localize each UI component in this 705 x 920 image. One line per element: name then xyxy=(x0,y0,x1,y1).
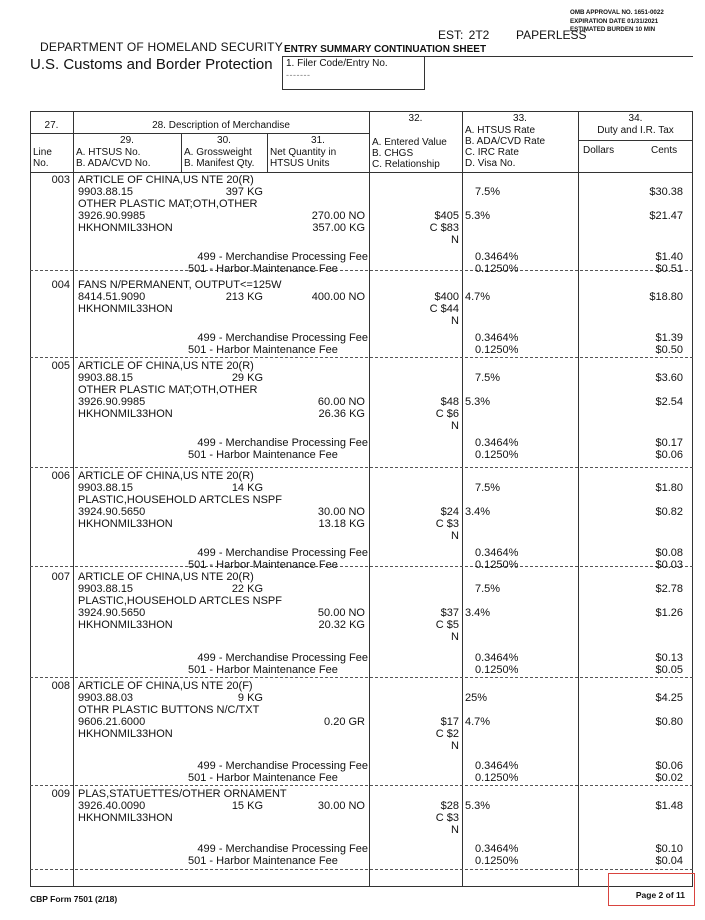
description: FANS N/PERMANENT, OUTPUT<=125W xyxy=(78,279,282,291)
grossweight: 29 KG xyxy=(231,372,263,384)
line-number: 004 xyxy=(51,279,70,291)
entered-value: $405 xyxy=(434,210,459,222)
omb-number: OMB APPROVAL NO. 1651-0022 xyxy=(570,9,664,16)
charges: C $5 xyxy=(435,619,459,631)
mpf-amount: $1.39 xyxy=(655,332,683,344)
htsus-rate: 7.5% xyxy=(475,186,501,198)
mpf-rate: 0.3464% xyxy=(475,332,519,344)
col-30a: A. Grossweight xyxy=(184,147,252,158)
htsus-number: 9903.88.15 xyxy=(78,482,134,494)
relationship: N xyxy=(451,234,459,246)
grossweight: 213 KG xyxy=(225,291,263,303)
col-30-number: 30. xyxy=(217,135,231,146)
charges: C $3 xyxy=(435,518,459,530)
entered-value: $400 xyxy=(434,291,459,303)
mpf-amount: $0.13 xyxy=(655,652,683,664)
hmf-rate: 0.1250% xyxy=(475,855,519,867)
htsus-number: 3924.90.5650 xyxy=(78,506,146,518)
col-34-dollars: Dollars xyxy=(583,145,615,156)
col-32-number: 32. xyxy=(408,113,423,124)
row-separator xyxy=(30,677,693,678)
col-31-header xyxy=(270,147,336,169)
net-quantity: 30.00 NO xyxy=(317,800,365,812)
hmf-rate: 0.1250% xyxy=(475,559,519,571)
mpf-rate: 0.3464% xyxy=(475,547,519,559)
col-34-number: 34. xyxy=(628,113,643,124)
htsus-number: 9903.88.15 xyxy=(78,583,134,595)
charges: C $6 xyxy=(435,408,459,420)
mpf-rate: 0.3464% xyxy=(475,251,519,263)
department-name: DEPARTMENT OF HOMELAND SECURITY xyxy=(40,40,283,54)
mpf-label: 499 - Merchandise Processing Fee xyxy=(197,251,368,263)
est-label: EST: 2T2 xyxy=(438,28,490,42)
form-number: CBP Form 7501 (2/18) xyxy=(30,894,118,904)
hmf-rate: 0.1250% xyxy=(475,449,519,461)
manufacturer-id: HKHONMIL33HON xyxy=(78,619,173,631)
hmf-amount: $0.02 xyxy=(655,772,683,784)
net-quantity-kg: 357.00 KG xyxy=(312,222,365,234)
net-quantity: 50.00 NO xyxy=(317,607,365,619)
manufacturer-id: HKHONMIL33HON xyxy=(78,408,173,420)
net-quantity-kg: 26.36 KG xyxy=(318,408,365,420)
col-34-header: Duty and I.R. Tax xyxy=(597,125,674,136)
col-30-header xyxy=(184,147,254,169)
line-header-a: Line xyxy=(33,147,52,158)
mpf-rate: 0.3464% xyxy=(475,843,519,855)
line-no-header xyxy=(33,147,52,169)
grossweight: 22 KG xyxy=(231,583,263,595)
duty-amount: $1.26 xyxy=(655,607,683,619)
col-29-header xyxy=(76,147,150,169)
htsus-number: 9606.21.6000 xyxy=(78,716,146,728)
hmf-amount: $0.50 xyxy=(655,344,683,356)
col-27-header: 27. xyxy=(44,120,59,131)
grossweight: 14 KG xyxy=(231,482,263,494)
htsus-rate: 25% xyxy=(465,692,488,704)
htsus-number: 3926.40.0090 xyxy=(78,800,146,812)
header-subrule xyxy=(30,133,369,134)
hmf-label: 501 - Harbor Maintenance Fee xyxy=(188,449,338,461)
paperless-label: PAPERLESS xyxy=(516,28,587,42)
duty-amount: $4.25 xyxy=(655,692,683,704)
description-2: PLASTIC,HOUSEHOLD ARTCLES NSPF xyxy=(78,494,282,506)
sheet-title: ENTRY SUMMARY CONTINUATION SHEET xyxy=(284,44,487,55)
col-33-number: 33. xyxy=(513,113,527,124)
col-29-number: 29. xyxy=(120,135,134,146)
row-separator xyxy=(30,467,693,468)
duty-amount: $18.80 xyxy=(649,291,683,303)
grossweight: 9 KG xyxy=(237,692,263,704)
col-31a: Net Quantity in xyxy=(270,147,337,158)
description: ARTICLE OF CHINA,US NTE 20(R) xyxy=(78,360,254,372)
entered-value: $17 xyxy=(440,716,459,728)
entered-value: $48 xyxy=(440,396,459,408)
manufacturer-id: HKHONMIL33HON xyxy=(78,518,173,530)
hmf-amount: $0.03 xyxy=(655,559,683,571)
relationship: N xyxy=(451,740,459,752)
htsus-rate: 5.3% xyxy=(465,800,491,812)
entered-value: $37 xyxy=(440,607,459,619)
line-number: 006 xyxy=(51,470,70,482)
mpf-amount: $1.40 xyxy=(655,251,683,263)
duty-amount: $0.80 xyxy=(655,716,683,728)
hmf-amount: $0.04 xyxy=(655,855,683,867)
col-33b: B. ADA/CVD Rate xyxy=(465,136,546,147)
hmf-amount: $0.06 xyxy=(655,449,683,461)
manufacturer-id: HKHONMIL33HON xyxy=(78,728,173,740)
duty-amount: $1.80 xyxy=(655,482,683,494)
line-number: 003 xyxy=(51,174,70,186)
htsus-rate: 7.5% xyxy=(475,583,501,595)
net-quantity: 30.00 NO xyxy=(317,506,365,518)
duty-amount: $3.60 xyxy=(655,372,683,384)
entered-value: $24 xyxy=(440,506,459,518)
relationship: N xyxy=(451,631,459,643)
duty-amount: $30.38 xyxy=(649,186,683,198)
net-quantity: 270.00 NO xyxy=(311,210,365,222)
mpf-rate: 0.3464% xyxy=(475,652,519,664)
col-31-number: 31. xyxy=(311,135,325,146)
manufacturer-id: HKHONMIL33HON xyxy=(78,222,173,234)
duty-subrule xyxy=(578,140,693,141)
col-32c: C. Relationship xyxy=(372,159,440,170)
col-30b: B. Manifest Qty. xyxy=(184,158,255,169)
description: ARTICLE OF CHINA,US NTE 20(R) xyxy=(78,470,254,482)
charges: C $3 xyxy=(435,812,459,824)
htsus-number: 9903.88.15 xyxy=(78,372,134,384)
mpf-label: 499 - Merchandise Processing Fee xyxy=(197,843,368,855)
hmf-label: 501 - Harbor Maintenance Fee xyxy=(188,344,338,356)
mpf-amount: $0.10 xyxy=(655,843,683,855)
hmf-rate: 0.1250% xyxy=(475,664,519,676)
est-code xyxy=(438,28,587,42)
col-33-header xyxy=(465,125,545,169)
hmf-label: 501 - Harbor Maintenance Fee xyxy=(188,263,338,275)
page-number: Page 2 of 11 xyxy=(635,890,685,900)
hmf-amount: $0.51 xyxy=(655,263,683,275)
row-separator xyxy=(30,869,693,870)
htsus-rate: 5.3% xyxy=(465,396,491,408)
col-32b: B. CHGS xyxy=(372,148,414,159)
mpf-label: 499 - Merchandise Processing Fee xyxy=(197,547,368,559)
htsus-number: 3924.90.5650 xyxy=(78,607,146,619)
mpf-label: 499 - Merchandise Processing Fee xyxy=(197,332,368,344)
description: ARTICLE OF CHINA,US NTE 20(R) xyxy=(78,571,254,583)
omb-burden: ESTIMATED BURDEN 10 MIN xyxy=(570,26,656,33)
htsus-number: 9903.88.03 xyxy=(78,692,134,704)
duty-amount: $1.48 xyxy=(655,800,683,812)
header-bottom-rule xyxy=(30,172,693,173)
net-quantity-kg: 13.18 KG xyxy=(318,518,365,530)
col-28-header: 28. Description of Merchandise xyxy=(152,120,290,131)
hmf-label: 501 - Harbor Maintenance Fee xyxy=(188,664,338,676)
htsus-number: 3926.90.9985 xyxy=(78,210,146,222)
col-divider-34 xyxy=(578,111,579,887)
filer-code-value: - - - - - - - xyxy=(286,70,309,80)
relationship: N xyxy=(451,530,459,542)
grossweight: 397 KG xyxy=(225,186,263,198)
col-33c: C. IRC Rate xyxy=(465,147,519,158)
description-2: OTHR PLASTIC BUTTONS N/C/TXT xyxy=(78,704,260,716)
description: ARTICLE OF CHINA,US NTE 20(R) xyxy=(78,174,254,186)
row-separator xyxy=(30,357,693,358)
mpf-amount: $0.08 xyxy=(655,547,683,559)
filer-code-label: 1. Filer Code/Entry No. xyxy=(286,58,388,69)
line-number: 008 xyxy=(51,680,70,692)
htsus-number: 3926.90.9985 xyxy=(78,396,146,408)
htsus-rate: 5.3% xyxy=(465,210,491,222)
duty-amount: $21.47 xyxy=(649,210,683,222)
hmf-label: 501 - Harbor Maintenance Fee xyxy=(188,855,338,867)
col-31b: HTSUS Units xyxy=(270,158,330,169)
charges: C $44 xyxy=(429,303,459,315)
col-32a: A. Entered Value xyxy=(372,137,447,148)
duty-amount: $2.54 xyxy=(655,396,683,408)
entered-value: $28 xyxy=(440,800,459,812)
line-header-b: No. xyxy=(33,158,49,169)
htsus-rate: 3.4% xyxy=(465,506,491,518)
hmf-rate: 0.1250% xyxy=(475,772,519,784)
relationship: N xyxy=(451,315,459,327)
mpf-rate: 0.3464% xyxy=(475,437,519,449)
hmf-label: 501 - Harbor Maintenance Fee xyxy=(188,559,338,571)
charges: C $2 xyxy=(435,728,459,740)
description: PLAS,STATUETTES/OTHER ORNAMENT xyxy=(78,788,287,800)
htsus-number: 8414.51.9090 xyxy=(78,291,146,303)
relationship: N xyxy=(451,420,459,432)
line-number: 009 xyxy=(51,788,70,800)
agency-name: U.S. Customs and Border Protection xyxy=(30,56,273,73)
net-quantity-kg: 20.32 KG xyxy=(318,619,365,631)
mpf-label: 499 - Merchandise Processing Fee xyxy=(197,437,368,449)
htsus-rate: 4.7% xyxy=(465,716,491,728)
hmf-amount: $0.05 xyxy=(655,664,683,676)
mpf-label: 499 - Merchandise Processing Fee xyxy=(197,652,368,664)
duty-amount: $0.82 xyxy=(655,506,683,518)
description: ARTICLE OF CHINA,US NTE 20(F) xyxy=(78,680,253,692)
col-divider-33 xyxy=(462,111,463,887)
col-33a: A. HTSUS Rate xyxy=(465,125,536,136)
col-divider-line xyxy=(73,111,74,887)
htsus-rate: 3.4% xyxy=(465,607,491,619)
hmf-rate: 0.1250% xyxy=(475,263,519,275)
htsus-rate: 7.5% xyxy=(475,482,501,494)
description-2: PLASTIC,HOUSEHOLD ARTCLES NSPF xyxy=(78,595,282,607)
mpf-amount: $0.17 xyxy=(655,437,683,449)
manufacturer-id: HKHONMIL33HON xyxy=(78,812,173,824)
htsus-rate: 7.5% xyxy=(475,372,501,384)
row-separator xyxy=(30,785,693,786)
hmf-label: 501 - Harbor Maintenance Fee xyxy=(188,772,338,784)
col-33d: D. Visa No. xyxy=(465,158,516,169)
net-quantity: 0.20 GR xyxy=(324,716,365,728)
line-number: 007 xyxy=(51,571,70,583)
col-29b: B. ADA/CVD No. xyxy=(76,158,151,169)
col-29a: A. HTSUS No. xyxy=(76,147,141,158)
htsus-rate: 4.7% xyxy=(465,291,491,303)
omb-expiration: EXPIRATION DATE 01/31/2021 xyxy=(570,17,659,25)
net-quantity: 60.00 NO xyxy=(317,396,365,408)
mpf-rate: 0.3464% xyxy=(475,760,519,772)
mpf-amount: $0.06 xyxy=(655,760,683,772)
grossweight: 15 KG xyxy=(231,800,263,812)
description-2: OTHER PLASTIC MAT;OTH,OTHER xyxy=(78,384,258,396)
duty-amount: $2.78 xyxy=(655,583,683,595)
hmf-rate: 0.1250% xyxy=(475,344,519,356)
col-34-cents: Cents xyxy=(651,145,678,156)
line-number: 005 xyxy=(51,360,70,372)
relationship: N xyxy=(451,824,459,836)
htsus-number: 9903.88.15 xyxy=(78,186,134,198)
manufacturer-id: HKHONMIL33HON xyxy=(78,303,173,315)
charges: C $83 xyxy=(429,222,459,234)
mpf-label: 499 - Merchandise Processing Fee xyxy=(197,760,368,772)
col-32-header xyxy=(372,137,447,170)
net-quantity: 400.00 NO xyxy=(311,291,365,303)
description-2: OTHER PLASTIC MAT;OTH,OTHER xyxy=(78,198,258,210)
